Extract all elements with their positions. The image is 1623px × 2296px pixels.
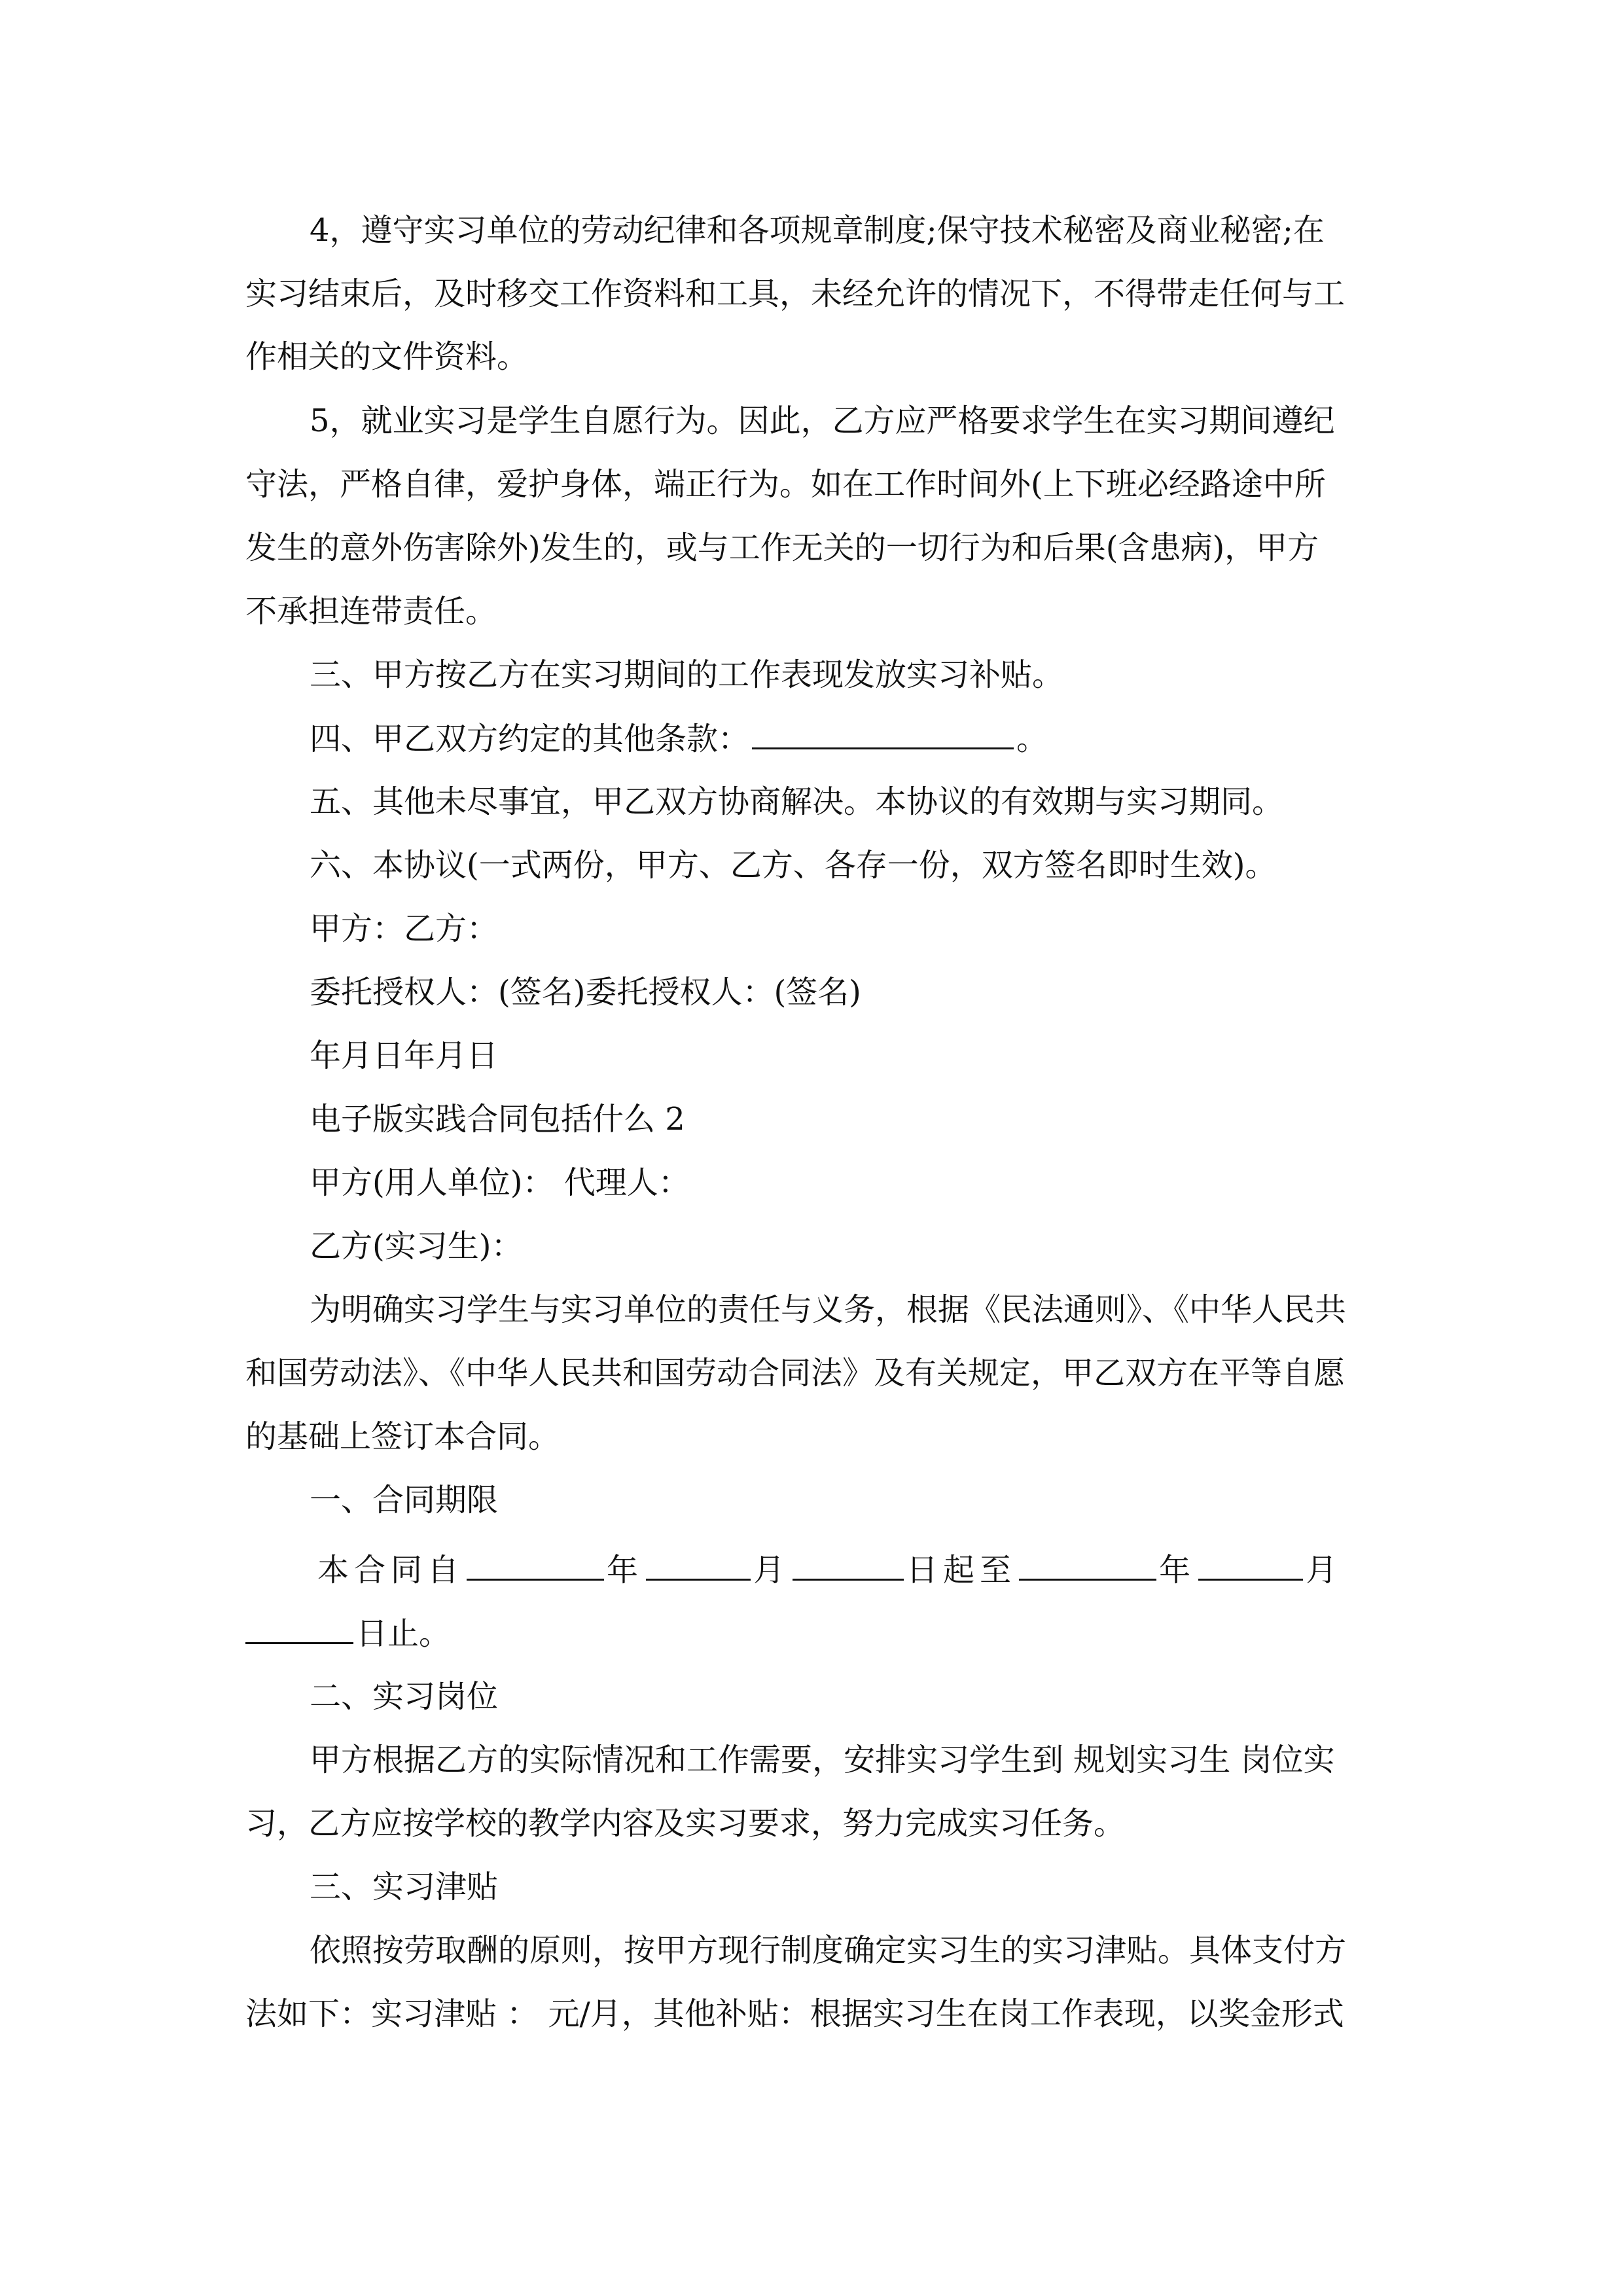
paragraph-line: 六、本协议(一式两份，甲方、乙方、各存一份，双方签名即时生效)。 xyxy=(310,847,1277,884)
clause-text: 四、甲乙双方约定的其他条款： xyxy=(310,721,750,757)
fill-in-blank xyxy=(793,1550,904,1581)
section-heading: 三、实习津贴 xyxy=(310,1869,499,1905)
paragraph-line: 和国劳动法》、《中华人民共和国劳动合同法》及有关规定，甲乙双方在平等自愿 xyxy=(245,1355,1346,1391)
period-text: 年 xyxy=(1159,1552,1196,1588)
signature-line: 委托授权人：(签名)委托授权人：(签名) xyxy=(310,974,861,1011)
paragraph-line: 发生的意外伤害除外)发生的，或与工作无关的一切行为和后果(含患病)，甲方 xyxy=(245,529,1319,566)
party-line: 甲方(用人单位)： 代理人： xyxy=(310,1164,690,1201)
contract-period-line xyxy=(317,1550,1342,1589)
clause-other-terms xyxy=(310,719,1048,758)
paragraph-line: 5，就业实习是学生自愿行为。因此，乙方应严格要求学生在实习期间遵纪 xyxy=(310,403,1335,439)
paragraph-line: 4，遵守实习单位的劳动纪律和各项规章制度;保守技术秘密及商业秘密;在 xyxy=(310,212,1325,249)
party-line: 甲方：乙方： xyxy=(310,910,499,947)
paragraph-line: 守法，严格自律，爱护身体，端正行为。如在工作时间外(上下班必经路途中所 xyxy=(245,466,1326,503)
party-line: 乙方(实习生)： xyxy=(310,1228,523,1265)
paragraph-line: 为明确实习学生与实习单位的责任与义务，根据《民法通则》、《中华人民共 xyxy=(310,1291,1347,1328)
paragraph-line: 五、其他未尽事宜，甲乙双方协商解决。本协议的有效期与实习期同。 xyxy=(310,783,1284,820)
contract-period-end xyxy=(245,1613,450,1653)
period-text: 日起至 xyxy=(906,1552,1017,1588)
fill-in-blank xyxy=(1198,1550,1303,1581)
paragraph-line: 习，乙方应按学校的教学内容及实习要求，努力完成实习任务。 xyxy=(245,1805,1126,1842)
fill-in-blank xyxy=(752,719,1014,749)
clause-end: 。 xyxy=(1016,721,1048,757)
period-text: 本合同自 xyxy=(317,1552,465,1588)
section-heading: 一、合同期限 xyxy=(310,1482,499,1518)
paragraph-line: 的基础上签订本合同。 xyxy=(245,1418,560,1455)
fill-in-blank xyxy=(467,1550,604,1581)
fill-in-blank xyxy=(646,1550,751,1581)
paragraph-line: 三、甲方按乙方在实习期间的工作表现发放实习补贴。 xyxy=(310,656,1064,693)
paragraph-line: 不承担连带责任。 xyxy=(245,593,497,630)
period-text: 月 xyxy=(1306,1552,1343,1588)
paragraph-line: 依照按劳取酬的原则，按甲方现行制度确定实习生的实习津贴。具体支付方 xyxy=(310,1932,1347,1969)
section-title: 电子版实践合同包括什么 2 xyxy=(310,1101,685,1138)
paragraph-line: 实习结束后，及时移交工作资料和工具，未经允许的情况下，不得带走任何与工 xyxy=(245,276,1346,312)
period-text: 月 xyxy=(753,1552,791,1588)
period-text: 年 xyxy=(607,1552,644,1588)
fill-in-blank xyxy=(1019,1550,1156,1581)
paragraph-line: 法如下：实习津贴 ： 元/月，其他补贴：根据实习生在岗工作表现，以奖金形式 xyxy=(245,1996,1344,2032)
section-heading: 二、实习岗位 xyxy=(310,1678,499,1715)
paragraph-line: 甲方根据乙方的实际情况和工作需要，安排实习学生到 规划实习生 岗位实 xyxy=(310,1742,1335,1778)
paragraph-line: 作相关的文件资料。 xyxy=(245,338,529,375)
period-text: 日止。 xyxy=(356,1615,451,1652)
date-line: 年月日年月日 xyxy=(310,1037,499,1074)
fill-in-blank xyxy=(245,1613,353,1644)
